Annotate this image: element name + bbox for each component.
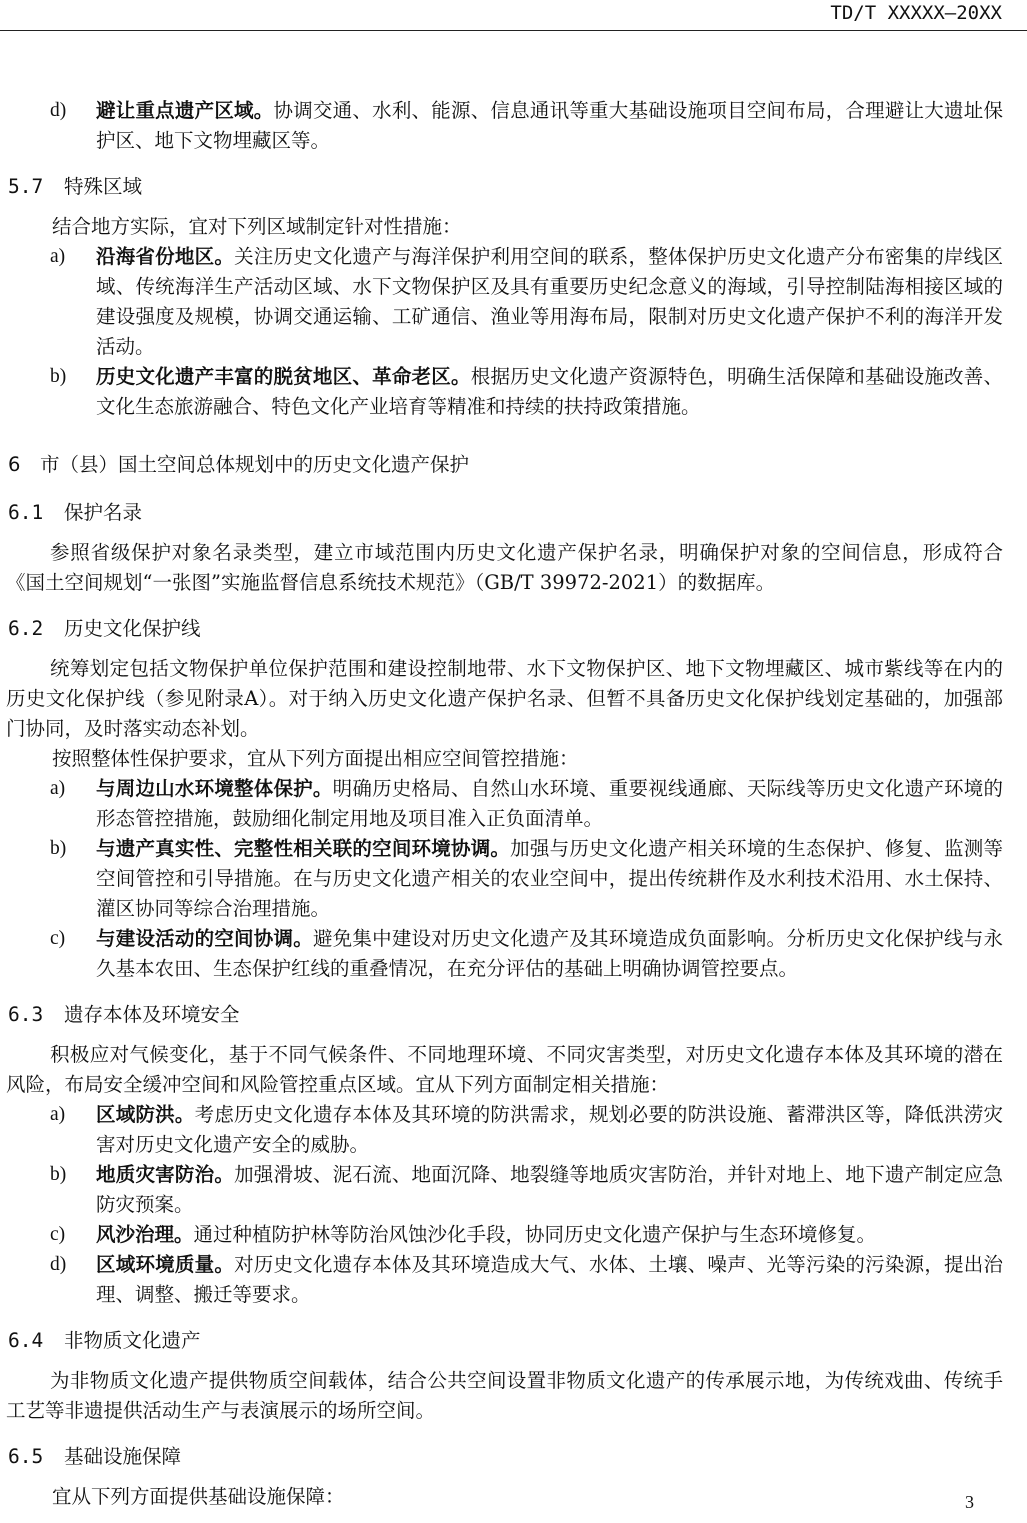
list-item [0,834,1027,924]
section-number: 6.5 [8,1445,44,1468]
list-item [0,924,1027,984]
section-heading-6-5 [0,1442,1027,1472]
page-body [0,96,1027,1512]
item-label: d) [50,100,67,121]
item-text: 通过种植防护林等防治风蚀沙化手段，协同历史文化遗产保护与生态环境修复。 [193,1223,877,1246]
section-heading-5-7 [0,172,1027,202]
section-title: 非物质文化遗产 [64,1329,201,1352]
section-heading-6-4 [0,1326,1027,1356]
item-text: 加强与历史文化遗产相关环境的生态保护、修复、监测等空间管控和引导措施。在与历史文化遗产相关的农业空间中，提出传统耕作及水利技术沿用、水土保持、灌区协同等综合治理措施。 [96,837,1003,920]
paragraph: 为非物质文化遗产提供物质空间载体，结合公共空间设置非物质文化遗产的传承展示地，为传统戏曲、传统手工艺等非遗提供活动生产与表演展示的场所空间。 [6,1369,1003,1422]
item-title: 区域防洪。 [96,1103,195,1126]
item-title: 区域环境质量。 [96,1253,235,1276]
chapter-title: 市（县）国土空间总体规划中的历史文化遗产保护 [40,453,470,476]
item-label: a) [50,778,66,799]
item-title: 风沙治理。 [96,1223,194,1246]
paragraph: 参照省级保护对象名录类型，建立市域范围内历史文化遗产保护名录，明确保护对象的空间信息，形成符合《国土空间规划“一张图”实施监督信息系统技术规范》（GB/T 39972-2021）的数据库。 [6,541,1003,594]
page-number: 3 [965,1492,974,1512]
paragraph: 统筹划定包括文物保护单位保护范围和建设控制地带、水下文物保护区、地下文物埋藏区、城市紫线等在内的历史文化保护线（参见附录A）。对于纳入历史文化遗产保护名录、但暂不具备历史文化保护线划定基础的，加强部门协同，及时落实动态补划。 [6,657,1003,740]
section-heading-6-3 [0,1000,1027,1030]
item-text: 明确历史格局、自然山水环境、重要视线通廊、天际线等历史文化遗产环境的形态管控措施，鼓励细化制定用地及项目准入正负面清单。 [96,777,1003,830]
list-item [0,1100,1027,1160]
list-item [0,96,1027,156]
paragraph: 结合地方实际，宜对下列区域制定针对性措施： [52,215,462,238]
list-item [0,1220,1027,1250]
section-heading-6-1 [0,498,1027,528]
paragraph: 按照整体性保护要求，宜从下列方面提出相应空间管控措施： [52,747,579,770]
list-item [0,774,1027,834]
document-code: TD/T XXXXX—20XX [830,2,1002,24]
section-number: 6.1 [8,501,44,524]
item-text: 根据历史文化遗产资源特色，明确生活保障和基础设施改善、文化生态旅游融合、特色文化产业培育等精准和持续的扶持政策措施。 [96,365,1003,418]
section-title: 特殊区域 [64,175,143,198]
item-title: 历史文化遗产丰富的脱贫地区、革命老区。 [96,365,471,388]
item-label: b) [50,1164,67,1185]
item-title: 避让重点遗产区域。 [96,99,274,122]
item-label: b) [50,838,67,859]
item-label: a) [50,246,66,267]
item-text: 对历史文化遗存本体及其环境造成大气、水体、土壤、噪声、光等污染的污染源，提出治理、调整、搬迁等要求。 [96,1253,1003,1306]
item-title: 与建设活动的空间协调。 [96,927,313,950]
list-item [0,362,1027,422]
item-text: 协调交通、水利、能源、信息通讯等重大基础设施项目空间布局，合理避让大遗址保护区、地下文物埋藏区等。 [96,99,1003,152]
list-item [0,1250,1027,1310]
section-title: 遗存本体及环境安全 [64,1003,240,1026]
paragraph: 积极应对气候变化，基于不同气候条件、不同地理环境、不同灾害类型，对历史文化遗存本体及其环境的潜在风险，布局安全缓冲空间和风险管控重点区域。宜从下列方面制定相关措施： [6,1043,1003,1096]
section-number: 6.3 [8,1003,44,1026]
section-number: 6.2 [8,617,44,640]
item-label: d) [50,1254,67,1275]
item-title: 与周边山水环境整体保护。 [96,777,333,800]
header-rule [0,30,1027,31]
list-item [0,1160,1027,1220]
item-text: 避免集中建设对历史文化遗产及其环境造成负面影响。分析历史文化保护线与永久基本农田、生态保护红线的重叠情况，在充分评估的基础上明确协调管控要点。 [96,927,1003,980]
list-item [0,242,1027,362]
section-number: 5.7 [8,175,44,198]
item-label: b) [50,366,67,387]
section-heading-6-2 [0,614,1027,644]
item-label: c) [50,928,66,949]
item-title: 沿海省份地区。 [96,245,235,268]
item-title: 与遗产真实性、完整性相关联的空间环境协调。 [96,837,511,860]
item-text: 关注历史文化遗产与海洋保护利用空间的联系，整体保护历史文化遗产分布密集的岸线区域、传统海洋生产活动区域、水下文物保护区及具有重要历史纪念意义的海域，引导控制陆海相接区域的建设强度及规模，协调交通运输、工矿通信、渔业等用海布局，限制对历史文化遗产保护不利的海洋开发活动。 [96,245,1003,358]
chapter-number: 6 [8,453,21,476]
item-text: 考虑历史文化遗存本体及其环境的防洪需求，规划必要的防洪设施、蓄滞洪区等，降低洪涝灾害对历史文化遗产安全的威胁。 [96,1103,1003,1156]
item-text: 加强滑坡、泥石流、地面沉降、地裂缝等地质灾害防治，并针对地上、地下遗产制定应急防灾预案。 [96,1163,1003,1216]
item-label: c) [50,1224,66,1245]
paragraph: 宜从下列方面提供基础设施保障： [52,1485,345,1508]
item-title: 地质灾害防治。 [96,1163,235,1186]
section-title: 保护名录 [64,501,143,524]
section-title: 历史文化保护线 [64,617,201,640]
section-title: 基础设施保障 [64,1445,182,1468]
section-number: 6.4 [8,1329,44,1352]
item-label: a) [50,1104,66,1125]
chapter-heading-6 [0,450,1027,480]
